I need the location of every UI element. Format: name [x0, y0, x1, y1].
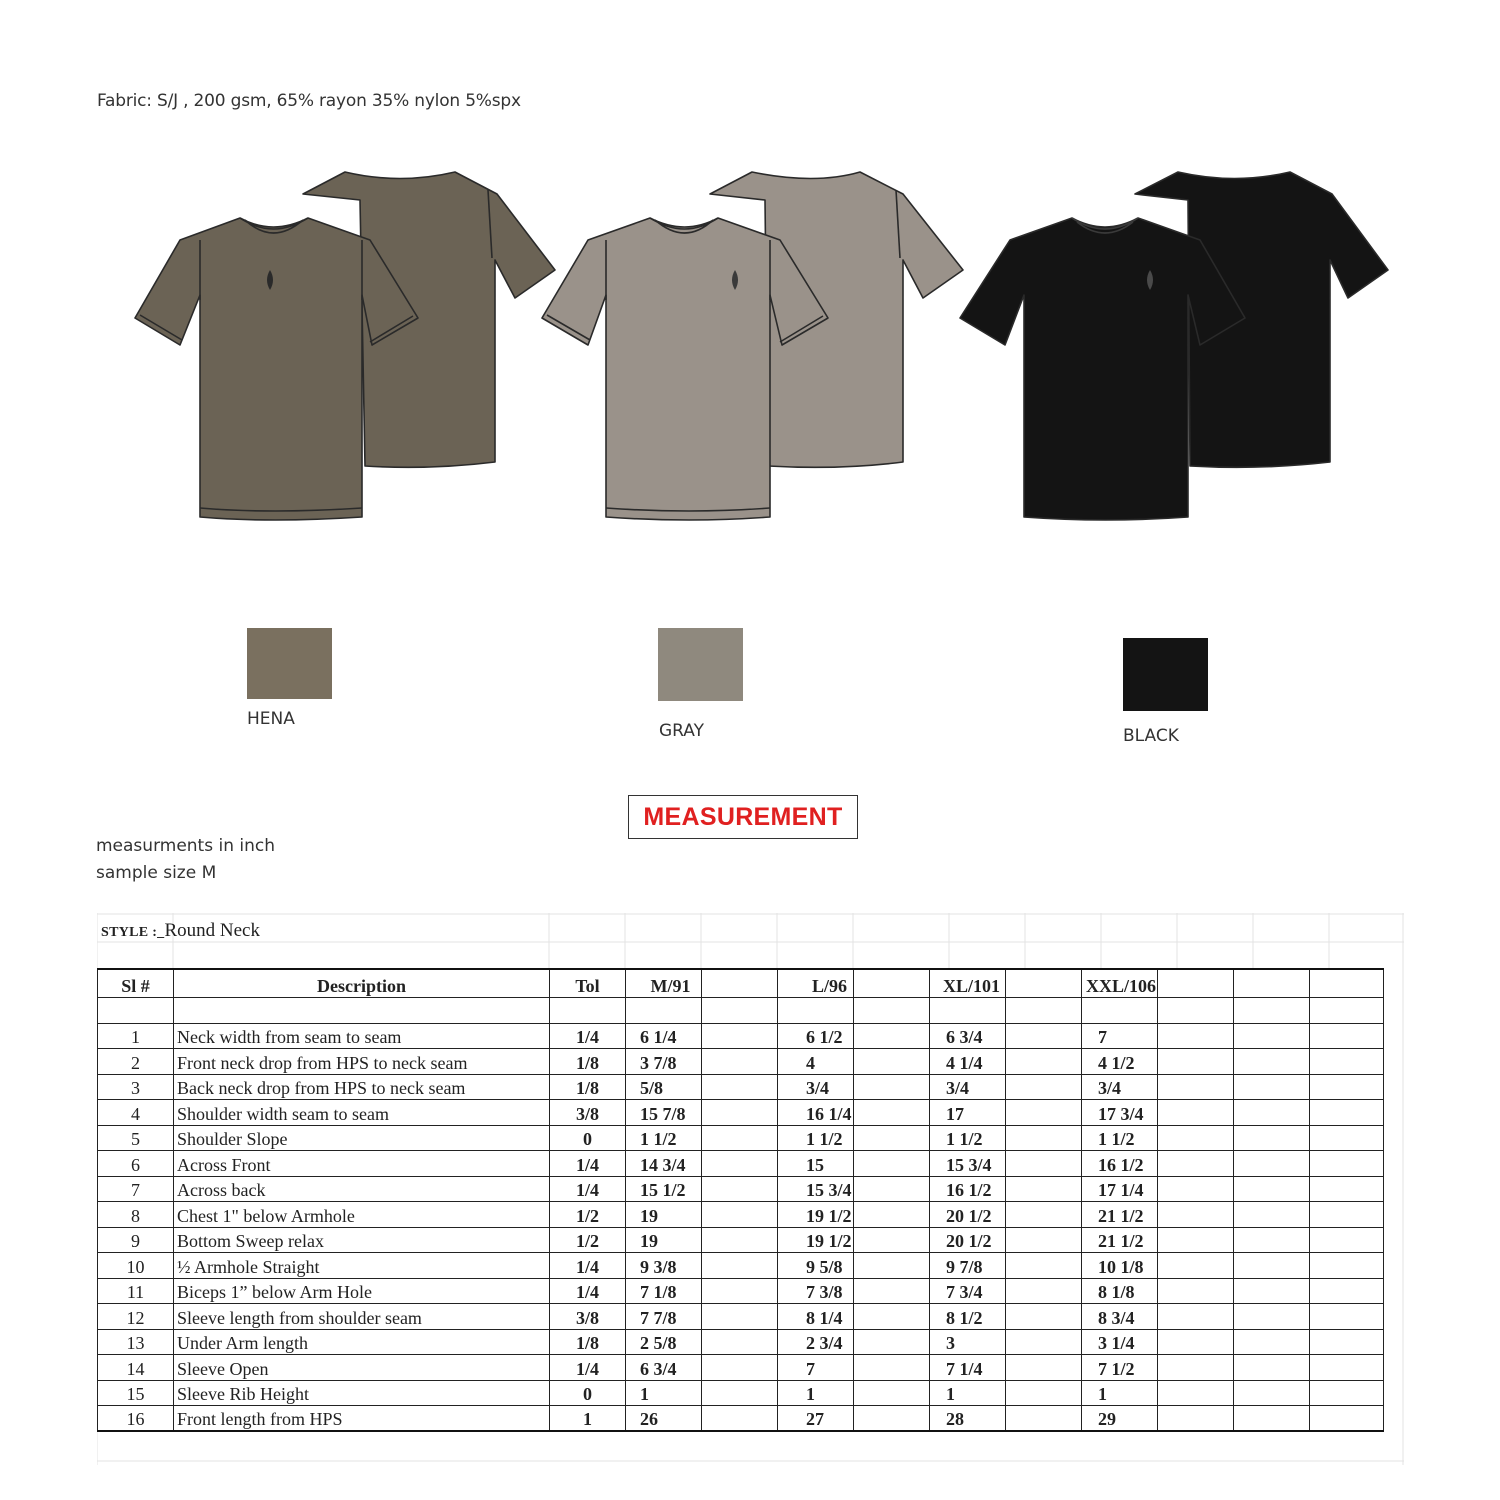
row-empty [1234, 1227, 1310, 1253]
row-empty [1158, 1125, 1234, 1151]
row-empty [1234, 1049, 1310, 1075]
row-description: Front neck drop from HPS to neck seam [174, 1049, 550, 1075]
row-size-xl: 3 [930, 1329, 1006, 1355]
row-empty [854, 1329, 930, 1355]
row-empty [854, 1355, 930, 1381]
row-empty [702, 1176, 778, 1202]
row-tolerance: 1/4 [550, 1253, 626, 1279]
row-size-l: 3/4 [778, 1074, 854, 1100]
swatch-label-black: BLACK [1123, 726, 1179, 746]
row-size-xxl: 7 [1082, 1023, 1158, 1049]
header-empty [1234, 969, 1310, 997]
row-tolerance: 1/8 [550, 1329, 626, 1355]
row-empty [702, 1253, 778, 1279]
header-size-xxl: XXL/106 [1082, 969, 1158, 997]
row-size-l: 9 5/8 [778, 1253, 854, 1279]
row-empty [702, 1227, 778, 1253]
row-empty [1006, 1380, 1082, 1406]
table-header-row [98, 969, 1384, 997]
row-tolerance: 1 [550, 1406, 626, 1432]
row-description: Chest 1" below Armhole [174, 1202, 550, 1228]
row-sl: 11 [98, 1278, 174, 1304]
row-empty [854, 1151, 930, 1177]
row-size-xl: 1 1/2 [930, 1125, 1006, 1151]
row-tolerance: 1/4 [550, 1176, 626, 1202]
row-empty [1310, 1278, 1384, 1304]
row-size-xxl: 8 1/8 [1082, 1278, 1158, 1304]
row-sl: 10 [98, 1253, 174, 1279]
row-empty [1158, 1023, 1234, 1049]
row-empty [1234, 1355, 1310, 1381]
row-tolerance: 1/4 [550, 1355, 626, 1381]
row-size-xl: 8 1/2 [930, 1304, 1006, 1330]
row-sl: 2 [98, 1049, 174, 1075]
row-size-xxl: 17 3/4 [1082, 1100, 1158, 1126]
row-size-l: 1 [778, 1380, 854, 1406]
header-tol: Tol [550, 969, 626, 997]
row-sl: 13 [98, 1329, 174, 1355]
row-empty [1234, 1380, 1310, 1406]
row-tolerance: 1/8 [550, 1049, 626, 1075]
row-empty [1158, 1406, 1234, 1432]
row-empty [1006, 1202, 1082, 1228]
row-empty [1006, 1304, 1082, 1330]
table-row [98, 1202, 1384, 1228]
row-description: Across Front [174, 1151, 550, 1177]
row-size-xxl: 21 1/2 [1082, 1202, 1158, 1228]
table-row [98, 1253, 1384, 1279]
row-empty [1310, 1227, 1384, 1253]
units-note: measurments in inch [96, 836, 275, 856]
row-empty [1006, 1125, 1082, 1151]
header-description: Description [174, 969, 550, 997]
row-empty [1158, 1304, 1234, 1330]
swatch-gray [658, 628, 743, 701]
row-size-xl: 7 1/4 [930, 1355, 1006, 1381]
row-description: Sleeve Rib Height [174, 1380, 550, 1406]
row-description: Across back [174, 1176, 550, 1202]
fabric-note: Fabric: S/J , 200 gsm, 65% rayon 35% nylon 5%spx [97, 91, 521, 111]
table-row [98, 1278, 1384, 1304]
table-row [98, 1304, 1384, 1330]
row-size-l: 7 [778, 1355, 854, 1381]
row-size-xxl: 1 1/2 [1082, 1125, 1158, 1151]
row-empty [702, 1380, 778, 1406]
row-size-l: 8 1/4 [778, 1304, 854, 1330]
row-empty [1158, 1100, 1234, 1126]
row-empty [1310, 1176, 1384, 1202]
row-empty [1310, 1406, 1384, 1432]
row-size-xxl: 4 1/2 [1082, 1049, 1158, 1075]
header-size-m: M/91 [626, 969, 702, 997]
row-empty [854, 1023, 930, 1049]
row-empty [702, 1023, 778, 1049]
header-size-xl: XL/101 [930, 969, 1006, 997]
row-size-m: 7 7/8 [626, 1304, 702, 1330]
row-empty [1006, 1227, 1082, 1253]
table-row [98, 1176, 1384, 1202]
row-empty [1006, 1023, 1082, 1049]
row-empty [702, 1125, 778, 1151]
row-description: Front length from HPS [174, 1406, 550, 1432]
row-size-xl: 7 3/4 [930, 1278, 1006, 1304]
row-description: Bottom Sweep relax [174, 1227, 550, 1253]
row-empty [702, 1151, 778, 1177]
row-empty [1234, 1278, 1310, 1304]
row-size-m: 1 1/2 [626, 1125, 702, 1151]
row-sl: 12 [98, 1304, 174, 1330]
row-size-xl: 17 [930, 1100, 1006, 1126]
row-size-xxl: 3/4 [1082, 1074, 1158, 1100]
row-empty [854, 1049, 930, 1075]
row-empty [1310, 1074, 1384, 1100]
row-size-xxl: 10 1/8 [1082, 1253, 1158, 1279]
table-blank-row [98, 997, 1384, 1023]
row-empty [1234, 1253, 1310, 1279]
row-empty [854, 1380, 930, 1406]
row-size-xxl: 16 1/2 [1082, 1151, 1158, 1177]
row-empty [1234, 1304, 1310, 1330]
row-empty [1158, 1355, 1234, 1381]
table-row [98, 1355, 1384, 1381]
row-empty [1006, 1049, 1082, 1075]
row-size-m: 7 1/8 [626, 1278, 702, 1304]
row-sl: 9 [98, 1227, 174, 1253]
header-empty [702, 969, 778, 997]
row-sl: 8 [98, 1202, 174, 1228]
row-empty [702, 1278, 778, 1304]
row-empty [702, 1329, 778, 1355]
row-size-l: 4 [778, 1049, 854, 1075]
row-empty [854, 1125, 930, 1151]
row-size-l: 16 1/4 [778, 1100, 854, 1126]
row-empty [1006, 1329, 1082, 1355]
table-row [98, 1023, 1384, 1049]
row-empty [1006, 1278, 1082, 1304]
row-sl: 14 [98, 1355, 174, 1381]
row-size-xl: 3/4 [930, 1074, 1006, 1100]
row-size-xxl: 1 [1082, 1380, 1158, 1406]
table-row [98, 1049, 1384, 1075]
row-empty [854, 1278, 930, 1304]
row-size-xl: 28 [930, 1406, 1006, 1432]
row-tolerance: 3/8 [550, 1100, 626, 1126]
row-tolerance: 1/2 [550, 1202, 626, 1228]
row-empty [854, 1253, 930, 1279]
row-sl: 1 [98, 1023, 174, 1049]
row-empty [1310, 1202, 1384, 1228]
row-sl: 4 [98, 1100, 174, 1126]
row-empty [1006, 1355, 1082, 1381]
row-size-xl: 20 1/2 [930, 1202, 1006, 1228]
row-empty [1310, 1355, 1384, 1381]
row-size-m: 15 1/2 [626, 1176, 702, 1202]
row-empty [1158, 1202, 1234, 1228]
row-description: Sleeve length from shoulder seam [174, 1304, 550, 1330]
row-size-l: 15 3/4 [778, 1176, 854, 1202]
header-empty [854, 969, 930, 997]
tshirt-illustrations [0, 0, 1500, 560]
row-empty [1310, 1304, 1384, 1330]
row-size-xxl: 17 1/4 [1082, 1176, 1158, 1202]
row-empty [1234, 1125, 1310, 1151]
row-tolerance: 0 [550, 1125, 626, 1151]
row-size-m: 1 [626, 1380, 702, 1406]
row-empty [702, 1100, 778, 1126]
row-tolerance: 1/4 [550, 1278, 626, 1304]
table-row [98, 1329, 1384, 1355]
row-empty [1158, 1176, 1234, 1202]
row-empty [854, 1202, 930, 1228]
row-size-xl: 4 1/4 [930, 1049, 1006, 1075]
row-empty [854, 1227, 930, 1253]
row-size-m: 15 7/8 [626, 1100, 702, 1126]
header-empty [1006, 969, 1082, 997]
row-empty [854, 1176, 930, 1202]
row-size-m: 19 [626, 1202, 702, 1228]
row-size-m: 9 3/8 [626, 1253, 702, 1279]
measurement-title: MEASUREMENT [628, 795, 858, 839]
header-size-l: L/96 [778, 969, 854, 997]
row-size-xxl: 29 [1082, 1406, 1158, 1432]
row-size-m: 2 5/8 [626, 1329, 702, 1355]
row-size-l: 15 [778, 1151, 854, 1177]
row-size-l: 6 1/2 [778, 1023, 854, 1049]
row-empty [1006, 1406, 1082, 1432]
row-empty [702, 1074, 778, 1100]
row-empty [1158, 1329, 1234, 1355]
table-row [98, 1074, 1384, 1100]
table-row [98, 1406, 1384, 1432]
row-empty [702, 1406, 778, 1432]
row-sl: 5 [98, 1125, 174, 1151]
row-sl: 16 [98, 1406, 174, 1432]
row-size-m: 5/8 [626, 1074, 702, 1100]
style-label: STYLE :_ [101, 925, 165, 940]
swatch-label-gray: GRAY [659, 721, 704, 741]
row-empty [702, 1202, 778, 1228]
style-row [101, 920, 260, 942]
row-empty [854, 1304, 930, 1330]
tshirt-hena [135, 172, 555, 520]
row-sl: 7 [98, 1176, 174, 1202]
row-size-m: 6 3/4 [626, 1355, 702, 1381]
row-empty [1310, 1253, 1384, 1279]
row-size-xxl: 21 1/2 [1082, 1227, 1158, 1253]
row-size-xl: 1 [930, 1380, 1006, 1406]
row-empty [1310, 1023, 1384, 1049]
row-size-m: 26 [626, 1406, 702, 1432]
sample-note: sample size M [96, 863, 217, 883]
row-empty [1234, 1176, 1310, 1202]
style-value: Round Neck [164, 920, 260, 941]
measurement-table [97, 968, 1384, 1432]
row-empty [854, 1100, 930, 1126]
row-empty [1234, 1100, 1310, 1126]
row-empty [1234, 1023, 1310, 1049]
row-sl: 6 [98, 1151, 174, 1177]
row-size-l: 27 [778, 1406, 854, 1432]
row-description: Under Arm length [174, 1329, 550, 1355]
row-empty [1158, 1253, 1234, 1279]
row-empty [1158, 1074, 1234, 1100]
row-description: Neck width from seam to seam [174, 1023, 550, 1049]
row-tolerance: 1/8 [550, 1074, 626, 1100]
row-empty [1310, 1049, 1384, 1075]
row-sl: 3 [98, 1074, 174, 1100]
row-description: Back neck drop from HPS to neck seam [174, 1074, 550, 1100]
row-empty [1234, 1329, 1310, 1355]
row-empty [1310, 1380, 1384, 1406]
row-size-xxl: 7 1/2 [1082, 1355, 1158, 1381]
row-empty [1234, 1406, 1310, 1432]
row-empty [1158, 1227, 1234, 1253]
tshirt-black [960, 172, 1388, 520]
row-size-xl: 6 3/4 [930, 1023, 1006, 1049]
row-empty [1310, 1151, 1384, 1177]
row-empty [1158, 1049, 1234, 1075]
row-size-l: 19 1/2 [778, 1227, 854, 1253]
row-empty [854, 1074, 930, 1100]
header-empty [1158, 969, 1234, 997]
row-size-m: 19 [626, 1227, 702, 1253]
row-tolerance: 3/8 [550, 1304, 626, 1330]
row-empty [1158, 1380, 1234, 1406]
row-size-xl: 9 7/8 [930, 1253, 1006, 1279]
row-size-xxl: 8 3/4 [1082, 1304, 1158, 1330]
table-row [98, 1227, 1384, 1253]
row-tolerance: 1/4 [550, 1151, 626, 1177]
row-description: Shoulder Slope [174, 1125, 550, 1151]
swatch-black [1123, 638, 1208, 711]
row-tolerance: 1/2 [550, 1227, 626, 1253]
row-tolerance: 1/4 [550, 1023, 626, 1049]
header-empty [1310, 969, 1384, 997]
row-empty [702, 1049, 778, 1075]
row-empty [854, 1406, 930, 1432]
row-description: Biceps 1” below Arm Hole [174, 1278, 550, 1304]
row-size-xl: 15 3/4 [930, 1151, 1006, 1177]
row-size-l: 1 1/2 [778, 1125, 854, 1151]
row-sl: 15 [98, 1380, 174, 1406]
row-empty [702, 1304, 778, 1330]
table-row [98, 1151, 1384, 1177]
tshirt-gray [542, 172, 963, 520]
row-empty [1310, 1329, 1384, 1355]
row-tolerance: 0 [550, 1380, 626, 1406]
row-empty [1006, 1176, 1082, 1202]
table-row [98, 1125, 1384, 1151]
row-empty [1006, 1253, 1082, 1279]
swatch-hena [247, 628, 332, 699]
row-size-m: 6 1/4 [626, 1023, 702, 1049]
row-empty [1310, 1125, 1384, 1151]
row-empty [1234, 1202, 1310, 1228]
row-description: ½ Armhole Straight [174, 1253, 550, 1279]
row-size-m: 3 7/8 [626, 1049, 702, 1075]
row-empty [1158, 1278, 1234, 1304]
row-empty [1006, 1151, 1082, 1177]
row-empty [1006, 1100, 1082, 1126]
row-empty [1006, 1074, 1082, 1100]
row-size-l: 2 3/4 [778, 1329, 854, 1355]
row-description: Sleeve Open [174, 1355, 550, 1381]
row-size-xl: 16 1/2 [930, 1176, 1006, 1202]
row-size-l: 19 1/2 [778, 1202, 854, 1228]
row-empty [1158, 1151, 1234, 1177]
row-empty [1234, 1074, 1310, 1100]
row-empty [702, 1355, 778, 1381]
row-size-m: 14 3/4 [626, 1151, 702, 1177]
row-empty [1234, 1151, 1310, 1177]
row-description: Shoulder width seam to seam [174, 1100, 550, 1126]
row-size-l: 7 3/8 [778, 1278, 854, 1304]
row-empty [1310, 1100, 1384, 1126]
swatch-label-hena: HENA [247, 709, 295, 729]
row-size-xl: 20 1/2 [930, 1227, 1006, 1253]
table-row [98, 1100, 1384, 1126]
row-size-xxl: 3 1/4 [1082, 1329, 1158, 1355]
header-sl: Sl # [98, 969, 174, 997]
table-row [98, 1380, 1384, 1406]
